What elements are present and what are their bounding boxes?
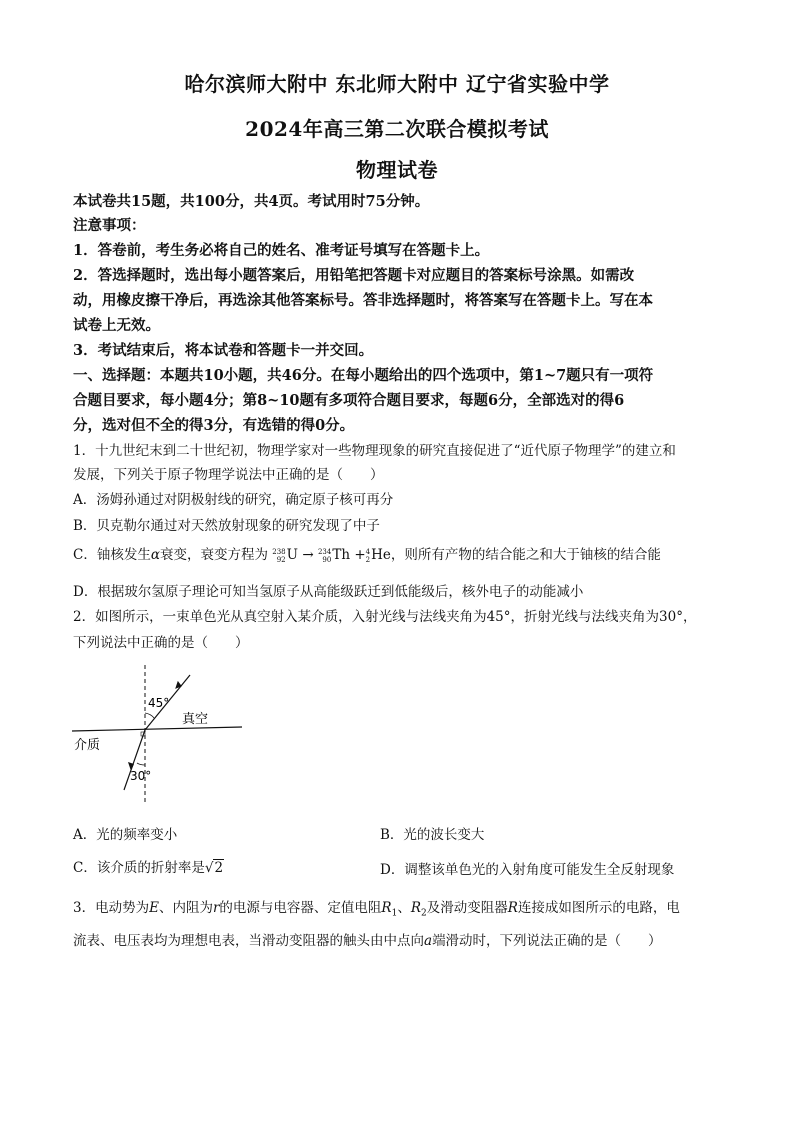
section1-line-1: 一、选择题：本题共10小题，共46分。在每小题给出的四个选项中，第1~7题只有一项符 — [73, 367, 654, 384]
note-2-line-1: 2．答选择题时，选出每小题答案后，用铅笔把答题卡对应题目的答案标号涂黑。如需改 — [73, 267, 635, 284]
angle-out-label: 30° — [130, 769, 152, 783]
q1-stem-line-2: 发展，下列关于原子物理学说法中正确的是（ ） — [73, 467, 384, 483]
q2-stem-line-2: 下列说法中正确的是（ ） — [73, 635, 249, 651]
note-1: 1．答卷前，考生务必将自己的姓名、准考证号填写在答题卡上。 — [73, 242, 490, 259]
note-3: 3．考试结束后，将本试卷和答题卡一并交回。 — [73, 342, 374, 359]
schools-title: 哈尔滨师大附中 东北师大附中 辽宁省实验中学 — [184, 72, 610, 96]
q1-option-a: A．汤姆孙通过对阴极射线的研究，确定原子核可再分 — [73, 492, 394, 508]
q1-stem-line-1: 1．十九世纪末到二十世纪初，物理学家对一些物理现象的研究直接促进了“近代原子物理学”的建立和 — [73, 443, 676, 459]
section1-line-2: 合题目要求，每小题4分；第8~10题有多项符合题目要求，每题6分，全部选对的得6 — [73, 392, 625, 409]
vacuum-label: 真空 — [182, 712, 209, 727]
q1-option-c: C．铀核发生α衰变，衰变方程为 238 92U → 234 90Th +4 2He，则所有产物的结合能之和大于铀核的结合能 — [73, 547, 661, 564]
exam-title: 2024年高三第二次联合模拟考试 — [245, 117, 549, 141]
q2-stem-line-1: 2．如图所示，一束单色光从真空射入某介质，入射光线与法线夹角为45°，折射光线与法线夹角为30°， — [73, 609, 697, 625]
note-2-line-2: 动，用橡皮擦干净后，再选涂其他答案标号。答非选择题时，将答案写在答题卡上。写在本 — [73, 292, 653, 309]
interface-line — [72, 727, 242, 731]
angle-in-label: 45° — [148, 696, 170, 710]
notes-title: 注意事项： — [73, 217, 146, 234]
q2-option-c: C．该介质的折射率是√2 — [73, 860, 224, 876]
q2-option-a: A．光的频率变小 — [73, 827, 178, 843]
medium-label: 介质 — [74, 738, 101, 753]
q1-option-b: B．贝克勒尔通过对天然放射现象的研究发现了中子 — [73, 518, 380, 534]
refraction-figure — [70, 665, 250, 810]
q3-stem-line-1: 3．电动势为E、内阻为r的电源与电容器、定值电阻$R_1$、$R_2$及滑动变阻器R连接成如图所示的电路，电 — [73, 900, 680, 919]
q3-stem-line-2: 流表、电压表均为理想电表，当滑动变阻器的触头由中点向a端滑动时，下列说法正确的是（ ） — [73, 933, 662, 949]
exam-summary: 本试卷共15题，共100分，共4页。考试用时75分钟。 — [73, 193, 430, 210]
note-2-line-3: 试卷上无效。 — [73, 317, 160, 334]
angle-arc-in — [145, 713, 154, 718]
subject-title: 物理试卷 — [356, 158, 438, 182]
q2-option-d: D．调整该单色光的入射角度可能发生全反射现象 — [380, 862, 675, 878]
angle-arc-out — [137, 763, 145, 765]
section1-line-3: 分，选对但不全的得3分，有选错的得0分。 — [73, 417, 355, 434]
q1-option-d: D．根据玻尔氢原子理论可知当氢原子从高能级跃迁到低能级后，核外电子的动能减小 — [73, 584, 584, 600]
q2-option-b: B．光的波长变大 — [380, 827, 485, 843]
